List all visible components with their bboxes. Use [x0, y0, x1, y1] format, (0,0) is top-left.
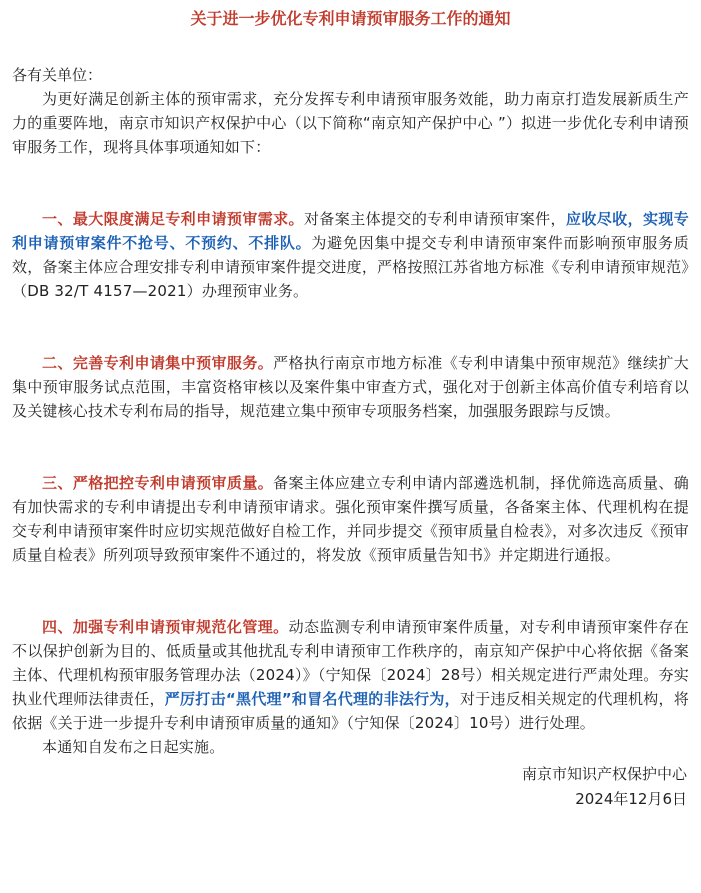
section-2-paragraph: [12, 351, 689, 423]
page-title: 关于进一步优化专利申请预审服务工作的通知: [190, 9, 511, 28]
spacer: [12, 303, 689, 327]
section-2-text-a: 严格执行南京市地方标准《专利申请集中预审规范》继续扩大集中预审服务试点范围，丰富资格审核以及案件集中审查方式，强化对于创新主体高价值专利培育以及关键核心技术专利布局的指导，规范建立集中预审专项服务档案，加强服务跟踪与反馈。: [12, 354, 689, 420]
section-4-emphasis: 严厉打击“黑代理”和冒名代理的非法行为，: [164, 690, 460, 708]
section-3-text-a: 备案主体应建立专利申请内部遴选机制，择优筛选高质量、确有加快需求的专利申请提出专利申请预审请求。强化预审案件撰写质量，各备案主体、代理机构在提交专利申请预审案件时应切实规范做好自检工作，并同步提交《预审质量自检表》，对多次违反《预审质量自检表》所列项导致预审案件不通过的，将发放《预审质量告知书》并定期进行通报。: [12, 474, 689, 564]
spacer: [12, 447, 689, 471]
section-4-text-a: 动态监测专利申请预审案件质量，对专利申请预审案件存在不以保护创新为目的、低质量或其他扰乱专利申请预审工作秩序的，南京知产保护中心将依据《备案主体、代理机构预审服务管理办法（2024）》（宁知保〔2024〕28号）相关规定进行严肃处理。夯实执业代理师法律责任，: [12, 618, 690, 708]
section-4-paragraph: [12, 615, 689, 735]
section-1-text-a: 对备案主体提交的专利申请预审案件，: [303, 210, 566, 228]
closing-paragraph: 本通知自发布之日起实施。: [42, 738, 225, 756]
spacer: [12, 183, 689, 207]
section-3-paragraph: [12, 471, 689, 567]
spacer: [12, 591, 689, 615]
signature-date: 2024年12月6日: [575, 790, 687, 808]
spacer: [12, 159, 689, 183]
salutation: 各有关单位：: [12, 66, 103, 84]
section-1-paragraph: [12, 207, 689, 303]
section-4-text-b: 对于违反相关规定的代理机构，将依据《关于进一步提升专利申请预审质量的通知》（宁知保〔2024〕10号）进行处理。: [12, 690, 689, 732]
section-4-heading: 四、加强专利申请预审规范化管理。: [42, 618, 289, 636]
intro-paragraph: 为更好满足创新主体的预审需求，充分发挥专利申请预审服务效能，助力南京打造发展新质生产力的重要阵地，南京市知识产权保护中心（以下简称“南京知产保护中心 ”）拟进一步优化专利申请预审服务工作，现将具体事项通知如下：: [12, 90, 689, 156]
spacer: [12, 423, 689, 447]
signature-organization: 南京市知识产权保护中心: [521, 765, 687, 783]
section-1-heading: 一、最大限度满足专利申请预审需求。: [42, 210, 304, 228]
section-2-heading: 二、完善专利申请集中预审服务。: [42, 354, 274, 372]
spacer: [12, 327, 689, 351]
section-3-heading: 三、严格把控专利申请预审质量。: [42, 474, 274, 492]
spacer: [12, 567, 689, 591]
section-1-emphasis: 应收尽收，实现专利申请预审案件不抢号、不预约、不排队。: [12, 210, 690, 252]
section-1-text-b: 为避免因集中提交专利申请预审案件而影响预审服务质效，备案主体应合理安排专利申请预审案件提交进度，严格按照江苏省地方标准《专利申请预审规范》（DB 32/T 4157—2021）办理预审业务。: [12, 234, 689, 300]
